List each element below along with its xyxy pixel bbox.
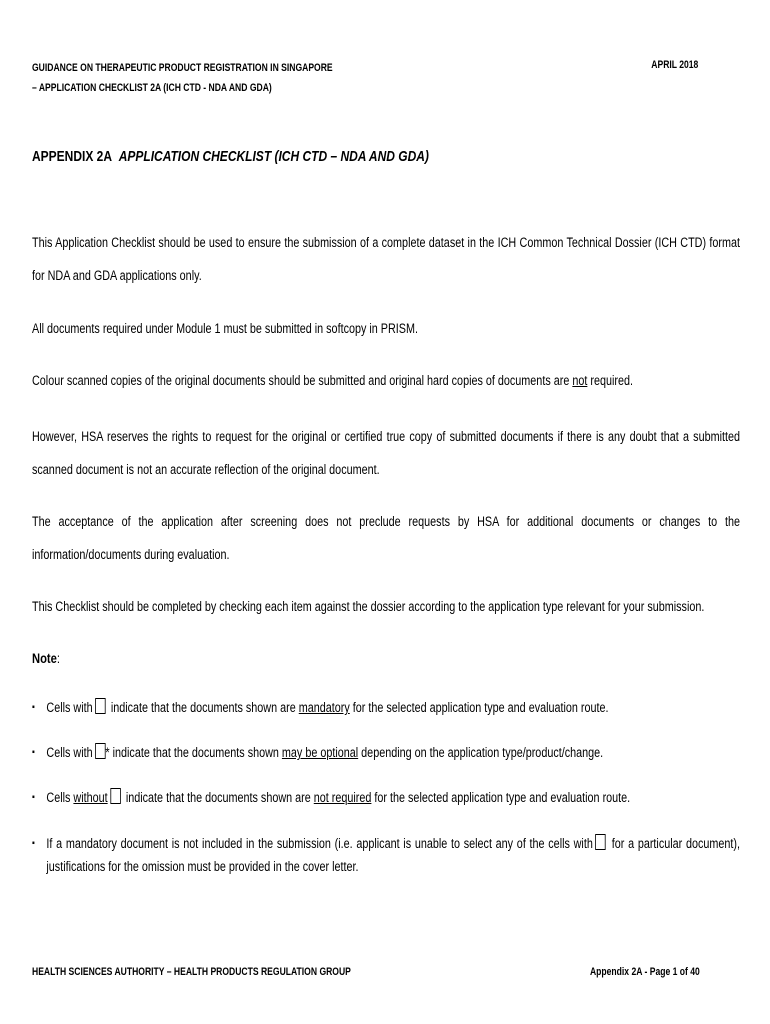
paragraph-acceptance: The acceptance of the application after screening does not preclude requests by HSA for additional documents or changes to the information/documents during evaluation. (32, 514, 740, 562)
note-item-text-b: indicate that the documents shown are (107, 700, 299, 715)
note-item-text-b: indicate that the documents shown are (122, 790, 314, 805)
header-line-1: GUIDANCE ON THERAPEUTIC PRODUCT REGISTRATION IN SINGAPORE (32, 62, 333, 74)
note-item-text-a: Cells with (46, 745, 93, 760)
paragraph-colour-copies (32, 364, 740, 397)
note-item-text (46, 696, 740, 719)
paragraph-colour-copies-emphasis: not (572, 373, 588, 388)
note-item-text (46, 832, 740, 878)
note-item-text-b: * indicate that the documents shown (105, 745, 282, 760)
title-prefix: APPENDIX 2A (32, 148, 113, 165)
paragraph-intro: This Application Checklist should be used to ensure the submission of a complete dataset in the ICH Common Technical Dossier (ICH CTD) format for NDA and GDA applications only. (32, 235, 740, 283)
header-line-2: – APPLICATION CHECKLIST 2A (ICH CTD - NDA AND GDA) (32, 82, 272, 94)
bullet-icon: ▪ (32, 792, 35, 803)
bullet-icon: ▪ (32, 838, 35, 849)
note-item-text-c: depending on the application type/product/change. (358, 745, 604, 760)
note-item-text-c: for a particular document), justifications for the omission must be provided in the cover letter. (46, 836, 740, 874)
paragraph-colour-copies-text-b: required. (587, 373, 633, 388)
page-title (32, 148, 429, 165)
note-item-emphasis: without (73, 790, 108, 805)
header-date: APRIL 2018 (650, 59, 698, 71)
note-item-justification (32, 832, 740, 878)
bullet-icon: ▪ (32, 747, 35, 758)
note-item-text-a: If a mandatory document is not included in the submission (i.e. applicant is unable to select any of the cells with (46, 836, 593, 851)
note-colon: : (56, 650, 61, 666)
title-main: APPLICATION CHECKLIST (ICH CTD – NDA AND GDA) (118, 148, 429, 165)
checkbox-icon (595, 834, 605, 850)
note-item-emphasis: may be optional (281, 745, 359, 760)
note-item-optional (32, 741, 740, 764)
footer-page-number: Appendix 2A - Page 1 of 40 (590, 966, 700, 978)
note-item-text-a: Cells (46, 790, 74, 805)
note-item-emphasis: mandatory (298, 700, 350, 715)
paragraph-checklist-completion: This Checklist should be completed by checking each item against the dossier according to the application type relevant for your submission. (32, 599, 705, 614)
note-item-not-required (32, 786, 740, 809)
running-header (32, 58, 333, 98)
checkbox-icon (95, 698, 105, 714)
note-item-text-c: for the selected application type and evaluation route. (371, 790, 631, 805)
note-item-mandatory (32, 696, 740, 719)
footer-organization: HEALTH SCIENCES AUTHORITY – HEALTH PRODUCTS REGULATION GROUP (32, 966, 351, 978)
checkbox-icon (110, 788, 120, 804)
paragraph-module-1: All documents required under Module 1 must be submitted in softcopy in PRISM. (32, 321, 418, 336)
bullet-icon: ▪ (32, 702, 35, 713)
paragraph-hsa-rights: However, HSA reserves the rights to request for the original or certified true copy of submitted documents if there is any doubt that a submitted scanned document is not an accurate reflection of the original document. (32, 429, 740, 477)
checkbox-icon (95, 743, 105, 759)
note-item-text (46, 786, 740, 809)
note-item-emphasis-2: not required (313, 790, 372, 805)
note-item-text (46, 741, 740, 764)
note-heading (32, 650, 60, 666)
note-item-text-a: Cells with (46, 700, 93, 715)
note-label: Note (32, 650, 57, 666)
note-item-text-c: for the selected application type and evaluation route. (349, 700, 609, 715)
paragraph-colour-copies-text-a: Colour scanned copies of the original documents should be submitted and original hard copies of documents are (32, 373, 573, 388)
